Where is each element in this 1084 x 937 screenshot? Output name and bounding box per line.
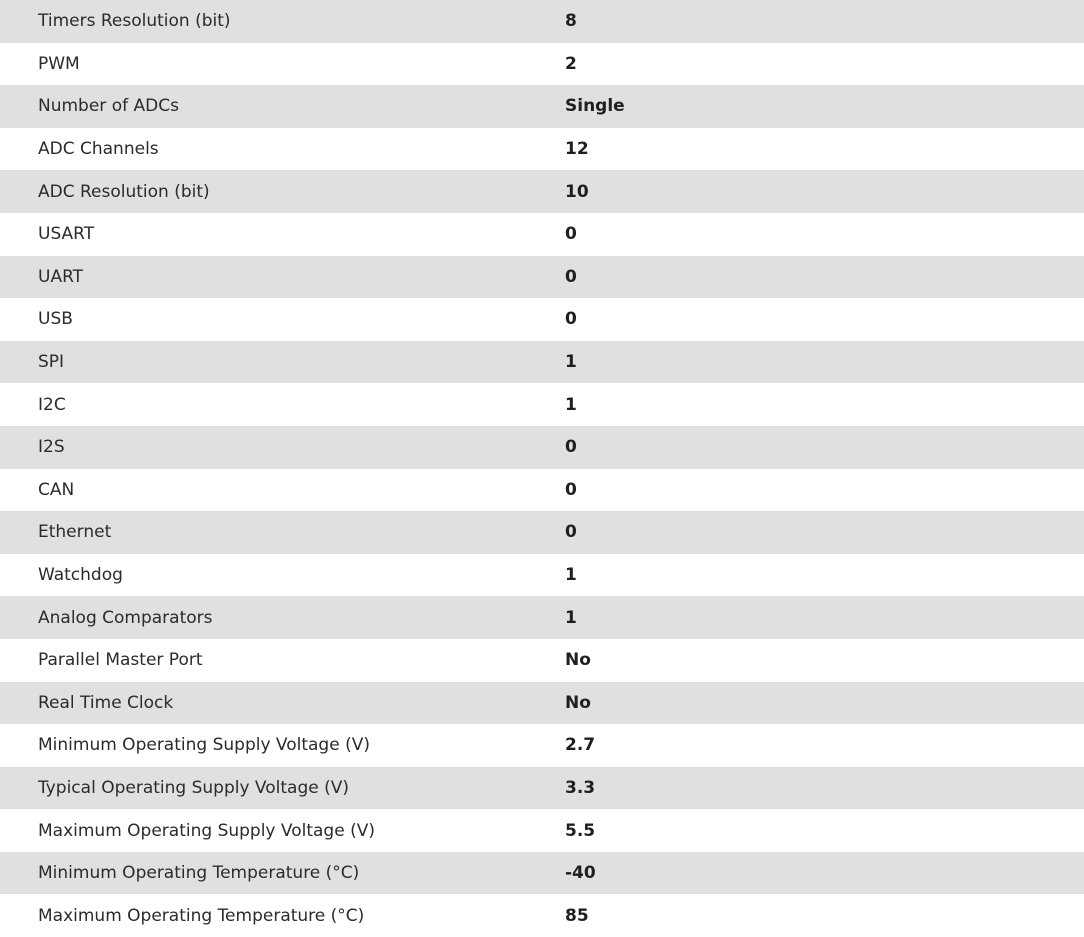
spec-label: Maximum Operating Supply Voltage (V) <box>38 820 375 841</box>
table-row <box>0 256 1084 299</box>
spec-value: 0 <box>565 309 577 330</box>
table-row <box>0 809 1084 852</box>
spec-label: Analog Comparators <box>0 596 565 639</box>
table-row <box>0 298 1084 341</box>
spec-value: 1 <box>565 341 1084 384</box>
spec-value: 0 <box>565 224 577 245</box>
table-row <box>0 213 1084 256</box>
table-row <box>0 341 1084 384</box>
table-row <box>0 43 1084 86</box>
table-row <box>0 682 1084 725</box>
spec-value: -40 <box>565 852 1084 895</box>
spec-value: No <box>565 650 591 671</box>
table-row <box>0 0 1084 43</box>
spec-value: 10 <box>565 170 1084 213</box>
spec-label: USART <box>38 224 95 245</box>
spec-label: ADC Channels <box>38 139 159 160</box>
spec-label: UART <box>0 256 565 299</box>
table-row <box>0 426 1084 469</box>
spec-value: 1 <box>565 596 1084 639</box>
spec-label: Minimum Operating Temperature (°C) <box>0 852 565 895</box>
table-row <box>0 469 1084 512</box>
spec-label: Minimum Operating Supply Voltage (V) <box>38 735 370 756</box>
table-row <box>0 894 1084 937</box>
spec-label: Timers Resolution (bit) <box>0 0 565 43</box>
table-row <box>0 383 1084 426</box>
spec-value: 12 <box>565 139 589 160</box>
table-row <box>0 596 1084 639</box>
table-row <box>0 639 1084 682</box>
spec-label: PWM <box>38 53 80 74</box>
spec-label: Typical Operating Supply Voltage (V) <box>0 767 565 810</box>
spec-label: I2C <box>38 394 66 415</box>
table-row <box>0 85 1084 128</box>
spec-value: 2 <box>565 53 577 74</box>
spec-value: Single <box>565 85 1084 128</box>
spec-label: ADC Resolution (bit) <box>0 170 565 213</box>
spec-label: Number of ADCs <box>0 85 565 128</box>
spec-value: 1 <box>565 394 577 415</box>
spec-label: Parallel Master Port <box>38 650 203 671</box>
spec-value: No <box>565 682 1084 725</box>
spec-value: 0 <box>565 479 577 500</box>
spec-label: Real Time Clock <box>0 682 565 725</box>
spec-label: Ethernet <box>0 511 565 554</box>
spec-value: 3.3 <box>565 767 1084 810</box>
spec-label: Maximum Operating Temperature (°C) <box>38 905 365 926</box>
table-row <box>0 511 1084 554</box>
table-row <box>0 852 1084 895</box>
spec-value: 0 <box>565 256 1084 299</box>
spec-value: 5.5 <box>565 820 596 841</box>
spec-label: Watchdog <box>38 565 123 586</box>
spec-label: I2S <box>0 426 565 469</box>
spec-label: SPI <box>0 341 565 384</box>
spec-value: 85 <box>565 905 589 926</box>
spec-value: 8 <box>565 0 1084 43</box>
table-row <box>0 128 1084 171</box>
spec-value: 0 <box>565 426 1084 469</box>
spec-value: 2.7 <box>565 735 596 756</box>
table-row <box>0 170 1084 213</box>
table-row <box>0 767 1084 810</box>
spec-label: CAN <box>38 479 75 500</box>
table-row <box>0 554 1084 597</box>
spec-value: 1 <box>565 565 577 586</box>
table-row <box>0 724 1084 767</box>
spec-label: USB <box>38 309 73 330</box>
spec-value: 0 <box>565 511 1084 554</box>
